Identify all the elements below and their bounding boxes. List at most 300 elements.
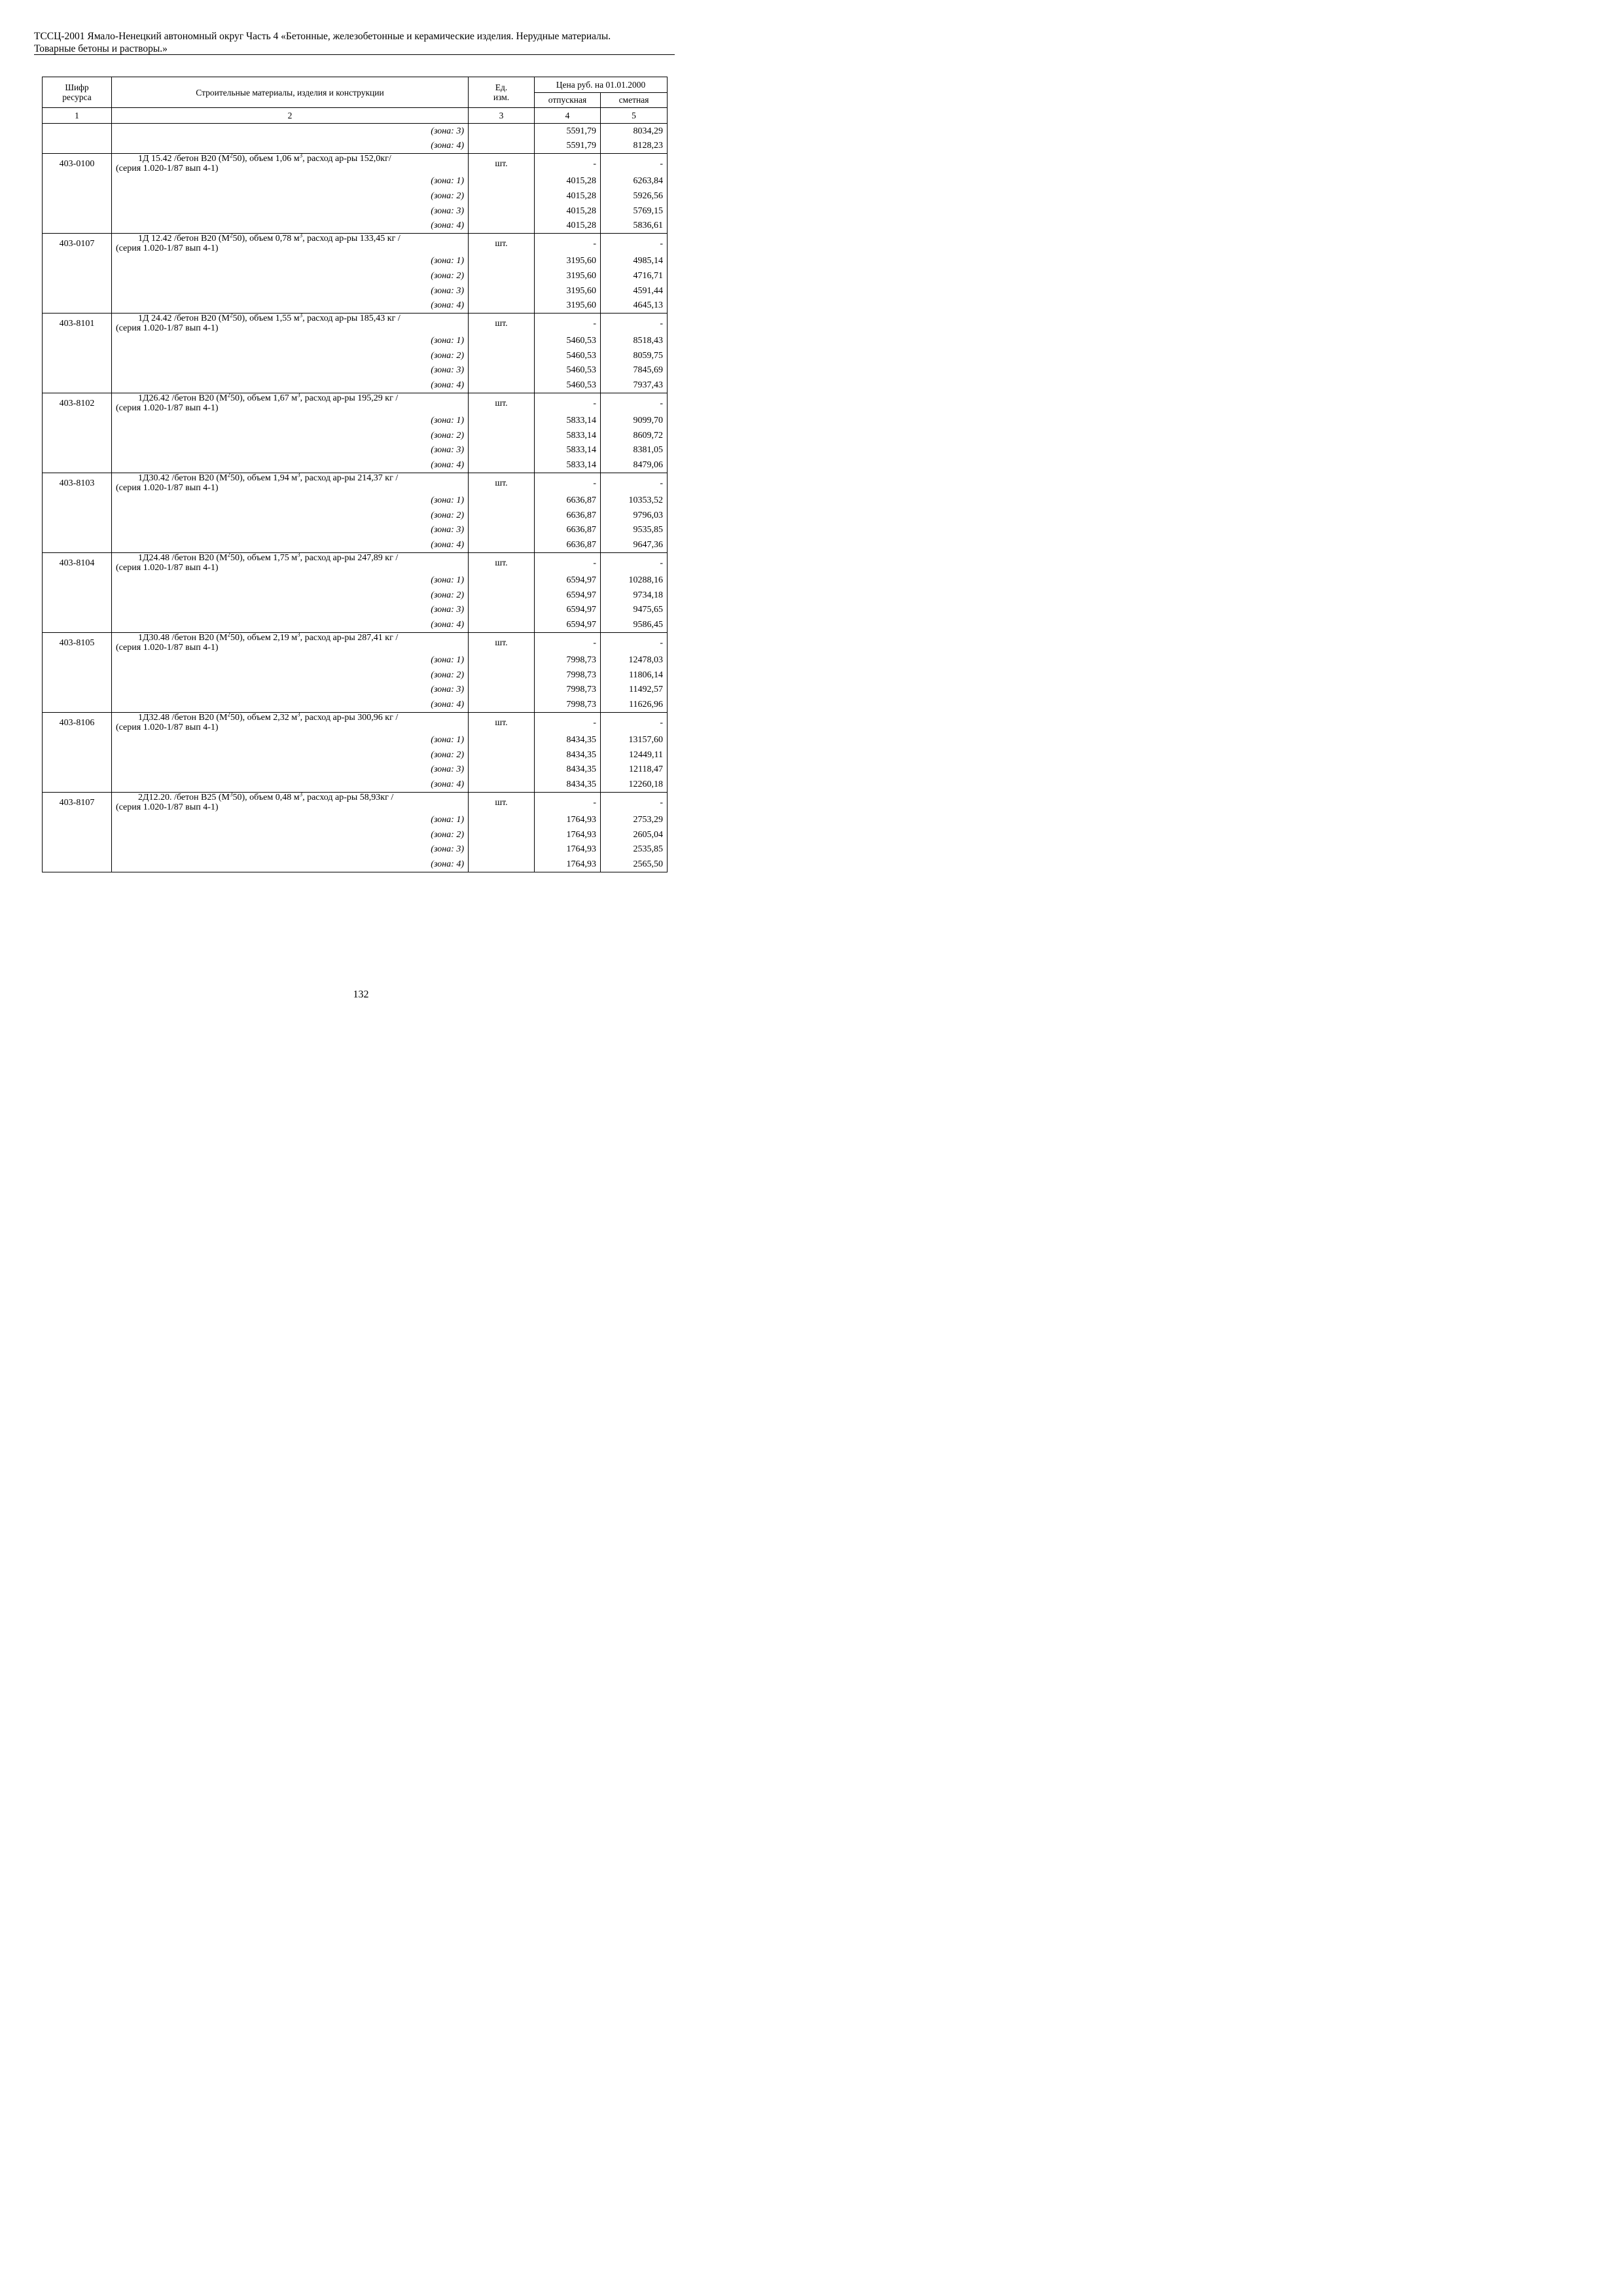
description-part: 2 xyxy=(229,312,233,319)
unit-cell xyxy=(469,413,535,428)
zone-row xyxy=(43,188,668,204)
zone-row xyxy=(43,123,668,138)
description-part: 3 xyxy=(299,232,303,239)
description-part: 1Д30.48 /бетон В20 (М xyxy=(138,633,228,643)
description-part: 50), объем 1,75 м xyxy=(230,553,298,564)
description-series: (серия 1.020-1/87 вып 4-1) xyxy=(116,164,219,174)
zone-row xyxy=(43,842,668,857)
estimate-price: 12449,11 xyxy=(601,747,668,762)
zone-label: (зона: 2) xyxy=(112,827,469,842)
column-number: 1 xyxy=(43,108,112,124)
unit-of-measure: шт. xyxy=(469,153,535,173)
zone-row xyxy=(43,523,668,538)
release-price: 7998,73 xyxy=(535,683,601,698)
description-series: (серия 1.020-1/87 вып 4-1) xyxy=(116,243,219,254)
unit-cell xyxy=(469,747,535,762)
unit-cell xyxy=(469,123,535,138)
description-part: 50), объем 1,94 м xyxy=(230,473,298,484)
zone-label: (зона: 2) xyxy=(112,508,469,523)
zone-label: (зона: 3) xyxy=(112,683,469,698)
zone-label: (зона: 4) xyxy=(112,457,469,473)
unit-of-measure: шт. xyxy=(469,632,535,653)
column-number: 3 xyxy=(469,108,535,124)
unit-of-measure: шт. xyxy=(469,313,535,333)
unit-cell xyxy=(469,537,535,552)
zone-label: (зона: 2) xyxy=(112,348,469,363)
zone-row xyxy=(43,827,668,842)
resource-code-cell xyxy=(43,777,112,792)
zone-row xyxy=(43,363,668,378)
resource-description xyxy=(112,313,469,333)
estimate-price: 8128,23 xyxy=(601,138,668,153)
zone-row xyxy=(43,617,668,632)
release-price: 6594,97 xyxy=(535,573,601,588)
unit-of-measure: шт. xyxy=(469,552,535,573)
resource-code-cell xyxy=(43,283,112,298)
description-part: 2 xyxy=(227,391,230,399)
description-part: 2 xyxy=(229,232,233,239)
unit-of-measure: шт. xyxy=(469,792,535,812)
resource-code-cell xyxy=(43,413,112,428)
resource-code-cell xyxy=(43,668,112,683)
zone-label: (зона: 4) xyxy=(112,697,469,712)
description-part: 3 xyxy=(297,711,300,718)
resource-code-cell xyxy=(43,363,112,378)
zone-label: (зона: 3) xyxy=(112,443,469,458)
release-price: 7998,73 xyxy=(535,653,601,668)
release-price: 3195,60 xyxy=(535,298,601,313)
unit-cell xyxy=(469,588,535,603)
resource-code-cell xyxy=(43,653,112,668)
description-part: , расход ар-ры 195,29 кг / xyxy=(300,393,399,404)
zone-row xyxy=(43,683,668,698)
description-part: , расход ар-ры 287,41 кг / xyxy=(300,633,399,643)
resource-code-cell xyxy=(43,188,112,204)
estimate-price: 4985,14 xyxy=(601,254,668,269)
zone-row xyxy=(43,218,668,233)
zone-label: (зона: 1) xyxy=(112,493,469,508)
zone-row xyxy=(43,334,668,349)
estimate-price: 2753,29 xyxy=(601,812,668,827)
estimate-price: 10288,16 xyxy=(601,573,668,588)
description-series: (серия 1.020-1/87 вып 4-1) xyxy=(116,802,219,813)
zone-label: (зона: 2) xyxy=(112,747,469,762)
release-price: 5833,14 xyxy=(535,413,601,428)
description-part: 2 xyxy=(229,152,233,159)
estimate-price: 9099,70 xyxy=(601,413,668,428)
estimate-price: 9535,85 xyxy=(601,523,668,538)
zone-row xyxy=(43,857,668,872)
unit-cell xyxy=(469,428,535,443)
unit-cell xyxy=(469,508,535,523)
resource-row xyxy=(43,313,668,333)
unit-cell xyxy=(469,378,535,393)
zone-label: (зона: 3) xyxy=(112,363,469,378)
resource-row xyxy=(43,153,668,173)
release-price: - xyxy=(535,233,601,253)
estimate-price: - xyxy=(601,712,668,732)
resource-code-cell xyxy=(43,842,112,857)
estimate-price: 4591,44 xyxy=(601,283,668,298)
description-part: 50), объем 0,78 м xyxy=(232,234,300,244)
release-price: 4015,28 xyxy=(535,204,601,219)
release-price: 5833,14 xyxy=(535,443,601,458)
resource-code-cell xyxy=(43,174,112,189)
zone-row xyxy=(43,268,668,283)
estimate-price: 8381,05 xyxy=(601,443,668,458)
estimate-price: 5769,15 xyxy=(601,204,668,219)
zone-row xyxy=(43,777,668,792)
zone-row xyxy=(43,457,668,473)
estimate-price: 12478,03 xyxy=(601,653,668,668)
zone-label: (зона: 1) xyxy=(112,573,469,588)
description-part: 2 xyxy=(227,471,230,478)
zone-label: (зона: 1) xyxy=(112,254,469,269)
estimate-price: 5836,61 xyxy=(601,218,668,233)
description-part: 50), объем 0,48 м xyxy=(232,793,300,803)
release-price: - xyxy=(535,473,601,493)
zone-label: (зона: 2) xyxy=(112,588,469,603)
description-part: , расход ар-ры 152,0кг/ xyxy=(302,154,391,164)
resource-row xyxy=(43,552,668,573)
estimate-price: 9586,45 xyxy=(601,617,668,632)
zone-row xyxy=(43,254,668,269)
resource-code-cell xyxy=(43,683,112,698)
unit-cell xyxy=(469,443,535,458)
unit-cell xyxy=(469,348,535,363)
release-price: - xyxy=(535,552,601,573)
unit-cell xyxy=(469,857,535,872)
unit-of-measure: шт. xyxy=(469,473,535,493)
zone-row xyxy=(43,493,668,508)
resource-row xyxy=(43,712,668,732)
description-part: 2 xyxy=(227,711,230,718)
description-part: 3 xyxy=(297,631,300,638)
resource-code-cell xyxy=(43,348,112,363)
unit-cell xyxy=(469,777,535,792)
unit-cell xyxy=(469,283,535,298)
estimate-price: - xyxy=(601,552,668,573)
header-unit: Ед. изм. xyxy=(469,77,535,108)
estimate-price: 9647,36 xyxy=(601,537,668,552)
estimate-price: - xyxy=(601,233,668,253)
release-price: 1764,93 xyxy=(535,812,601,827)
description-part: 50), объем 1,55 м xyxy=(232,314,300,324)
resource-row xyxy=(43,632,668,653)
description-part: , расход ар-ры 300,96 кг / xyxy=(300,713,399,723)
estimate-price: 9475,65 xyxy=(601,603,668,618)
release-price: 1764,93 xyxy=(535,842,601,857)
zone-label: (зона: 1) xyxy=(112,812,469,827)
unit-cell xyxy=(469,653,535,668)
unit-cell xyxy=(469,188,535,204)
zone-row xyxy=(43,653,668,668)
resource-description xyxy=(112,792,469,812)
table-header-row xyxy=(43,77,668,93)
resource-code-cell xyxy=(43,732,112,747)
description-part: 1Д30.42 /бетон В20 (М xyxy=(138,473,228,484)
resource-row xyxy=(43,792,668,812)
zone-row xyxy=(43,283,668,298)
resource-description xyxy=(112,552,469,573)
description-part: 1Д 15.42 /бетон В20 (М xyxy=(138,154,230,164)
description-part: 1Д 24.42 /бетон В20 (М xyxy=(138,314,230,324)
header-price: Цена руб. на 01.01.2000 xyxy=(535,77,668,93)
unit-cell xyxy=(469,138,535,153)
unit-cell xyxy=(469,254,535,269)
unit-cell xyxy=(469,204,535,219)
resource-code-cell xyxy=(43,428,112,443)
price-table xyxy=(42,77,668,872)
description-part: 50), объем 1,06 м xyxy=(232,154,300,164)
resource-row xyxy=(43,233,668,253)
description-part: 50), объем 2,19 м xyxy=(230,633,298,643)
release-price: - xyxy=(535,313,601,333)
description-series: (серия 1.020-1/87 вып 4-1) xyxy=(116,563,219,573)
resource-code-cell xyxy=(43,747,112,762)
estimate-price: - xyxy=(601,153,668,173)
resource-description xyxy=(112,473,469,493)
resource-code-cell xyxy=(43,457,112,473)
page-number: 132 xyxy=(353,989,369,1000)
release-price: - xyxy=(535,632,601,653)
release-price: 4015,28 xyxy=(535,188,601,204)
zone-label: (зона: 3) xyxy=(112,204,469,219)
zone-label: (зона: 4) xyxy=(112,298,469,313)
estimate-price: - xyxy=(601,393,668,413)
zone-row xyxy=(43,537,668,552)
resource-code-cell xyxy=(43,123,112,138)
release-price: 4015,28 xyxy=(535,218,601,233)
estimate-price: 11626,96 xyxy=(601,697,668,712)
resource-code-cell xyxy=(43,254,112,269)
description-part: 1Д24.48 /бетон В20 (М xyxy=(138,553,228,564)
release-price: 6594,97 xyxy=(535,588,601,603)
estimate-price: 7845,69 xyxy=(601,363,668,378)
release-price: - xyxy=(535,393,601,413)
release-price: 5591,79 xyxy=(535,138,601,153)
resource-code-cell xyxy=(43,493,112,508)
unit-of-measure: шт. xyxy=(469,233,535,253)
zone-label: (зона: 3) xyxy=(112,762,469,778)
estimate-price: 5926,56 xyxy=(601,188,668,204)
release-price: - xyxy=(535,792,601,812)
resource-code-cell xyxy=(43,537,112,552)
resource-code-cell xyxy=(43,617,112,632)
resource-code: 403-8104 xyxy=(43,552,112,573)
zone-row xyxy=(43,348,668,363)
release-price: 3195,60 xyxy=(535,268,601,283)
zone-row xyxy=(43,413,668,428)
estimate-price: - xyxy=(601,313,668,333)
zone-label: (зона: 4) xyxy=(112,857,469,872)
release-price: 5833,14 xyxy=(535,457,601,473)
zone-label: (зона: 1) xyxy=(112,334,469,349)
description-part: , расход ар-ры 58,93кг / xyxy=(302,793,394,803)
resource-row xyxy=(43,393,668,413)
release-price: 7998,73 xyxy=(535,697,601,712)
header-rule xyxy=(34,54,675,55)
zone-row xyxy=(43,762,668,778)
description-part: 3 xyxy=(299,791,303,798)
unit-cell xyxy=(469,762,535,778)
estimate-price: 2535,85 xyxy=(601,842,668,857)
description-series: (серия 1.020-1/87 вып 4-1) xyxy=(116,403,219,414)
resource-code: 403-8102 xyxy=(43,393,112,413)
unit-cell xyxy=(469,573,535,588)
release-price: 1764,93 xyxy=(535,857,601,872)
estimate-price: 6263,84 xyxy=(601,174,668,189)
column-number: 5 xyxy=(601,108,668,124)
release-price: 4015,28 xyxy=(535,174,601,189)
estimate-price: 12260,18 xyxy=(601,777,668,792)
zone-row xyxy=(43,443,668,458)
zone-label: (зона: 4) xyxy=(112,777,469,792)
zone-row xyxy=(43,588,668,603)
description-part: 2 xyxy=(227,551,230,558)
release-price: 3195,60 xyxy=(535,283,601,298)
unit-cell xyxy=(469,683,535,698)
description-part: 1Д32.48 /бетон В20 (М xyxy=(138,713,228,723)
header-line-2: Товарные бетоны и растворы.» xyxy=(34,43,168,54)
release-price: - xyxy=(535,153,601,173)
estimate-price: 8034,29 xyxy=(601,123,668,138)
resource-code-cell xyxy=(43,573,112,588)
description-part: 3 xyxy=(229,791,233,798)
resource-description xyxy=(112,233,469,253)
zone-label: (зона: 3) xyxy=(112,842,469,857)
resource-code-cell xyxy=(43,508,112,523)
unit-cell xyxy=(469,697,535,712)
description-part: 1Д 12.42 /бетон В20 (М xyxy=(138,234,230,244)
column-numbers-row xyxy=(43,108,668,124)
resource-code-cell xyxy=(43,268,112,283)
resource-code-cell xyxy=(43,138,112,153)
description-part: 2Д12.20. /бетон В25 (М xyxy=(138,793,230,803)
estimate-price: 12118,47 xyxy=(601,762,668,778)
release-price: 6636,87 xyxy=(535,537,601,552)
unit-cell xyxy=(469,812,535,827)
zone-label: (зона: 3) xyxy=(112,123,469,138)
resource-code-cell xyxy=(43,378,112,393)
unit-cell xyxy=(469,457,535,473)
release-price: 5460,53 xyxy=(535,363,601,378)
resource-code-cell xyxy=(43,762,112,778)
unit-cell xyxy=(469,617,535,632)
header-name: Строительные материалы, изделия и конструкции xyxy=(112,77,469,108)
description-part: 50), объем 2,32 м xyxy=(230,713,298,723)
header-line-1: ТССЦ-2001 Ямало-Ненецкий автономный округ Часть 4 «Бетонные, железобетонные и керамические изделия. Нерудные материалы. xyxy=(34,31,611,42)
zone-row xyxy=(43,174,668,189)
resource-code: 403-8103 xyxy=(43,473,112,493)
unit-cell xyxy=(469,668,535,683)
zone-label: (зона: 1) xyxy=(112,653,469,668)
zone-row xyxy=(43,747,668,762)
estimate-price: 9796,03 xyxy=(601,508,668,523)
unit-cell xyxy=(469,268,535,283)
description-series: (серия 1.020-1/87 вып 4-1) xyxy=(116,643,219,653)
zone-label: (зона: 3) xyxy=(112,283,469,298)
description-part: 1Д26.42 /бетон В20 (М xyxy=(138,393,228,404)
zone-row xyxy=(43,812,668,827)
release-price: 5833,14 xyxy=(535,428,601,443)
resource-code: 403-8105 xyxy=(43,632,112,653)
resource-code-cell xyxy=(43,298,112,313)
unit-of-measure: шт. xyxy=(469,712,535,732)
description-series: (серия 1.020-1/87 вып 4-1) xyxy=(116,483,219,493)
release-price: 5460,53 xyxy=(535,348,601,363)
release-price: 8434,35 xyxy=(535,747,601,762)
zone-label: (зона: 1) xyxy=(112,174,469,189)
estimate-price: 4716,71 xyxy=(601,268,668,283)
release-price: 8434,35 xyxy=(535,777,601,792)
unit-cell xyxy=(469,603,535,618)
resource-code: 403-8101 xyxy=(43,313,112,333)
resource-code: 403-8106 xyxy=(43,712,112,732)
description-series: (серия 1.020-1/87 вып 4-1) xyxy=(116,323,219,334)
estimate-price: 8609,72 xyxy=(601,428,668,443)
zone-label: (зона: 4) xyxy=(112,138,469,153)
zone-label: (зона: 4) xyxy=(112,537,469,552)
release-price: 8434,35 xyxy=(535,732,601,747)
description-part: 50), объем 1,67 м xyxy=(230,393,298,404)
zone-label: (зона: 2) xyxy=(112,428,469,443)
unit-cell xyxy=(469,523,535,538)
header-release-price: отпускная xyxy=(535,92,601,108)
release-price: 5460,53 xyxy=(535,378,601,393)
zone-row xyxy=(43,378,668,393)
release-price: - xyxy=(535,712,601,732)
estimate-price: 13157,60 xyxy=(601,732,668,747)
zone-row xyxy=(43,508,668,523)
description-part: , расход ар-ры 214,37 кг / xyxy=(300,473,399,484)
description-part: 3 xyxy=(297,551,300,558)
resource-code-cell xyxy=(43,827,112,842)
zone-label: (зона: 1) xyxy=(112,732,469,747)
description-part: 3 xyxy=(299,312,303,319)
zone-row xyxy=(43,428,668,443)
resource-description xyxy=(112,712,469,732)
resource-description xyxy=(112,632,469,653)
estimate-price: 8059,75 xyxy=(601,348,668,363)
estimate-price: 4645,13 xyxy=(601,298,668,313)
estimate-price: - xyxy=(601,473,668,493)
zone-row xyxy=(43,298,668,313)
zone-row xyxy=(43,697,668,712)
estimate-price: 8518,43 xyxy=(601,334,668,349)
resource-description xyxy=(112,393,469,413)
zone-row xyxy=(43,138,668,153)
release-price: 1764,93 xyxy=(535,827,601,842)
estimate-price: 2605,04 xyxy=(601,827,668,842)
resource-code-cell xyxy=(43,588,112,603)
zone-label: (зона: 2) xyxy=(112,268,469,283)
unit-cell xyxy=(469,218,535,233)
release-price: 8434,35 xyxy=(535,762,601,778)
resource-code-cell xyxy=(43,204,112,219)
zone-row xyxy=(43,668,668,683)
zone-row xyxy=(43,732,668,747)
release-price: 5591,79 xyxy=(535,123,601,138)
description-part: , расход ар-ры 133,45 кг / xyxy=(302,234,401,244)
resource-code-cell xyxy=(43,523,112,538)
resource-code-cell xyxy=(43,812,112,827)
zone-label: (зона: 2) xyxy=(112,188,469,204)
column-number: 2 xyxy=(112,108,469,124)
zone-label: (зона: 3) xyxy=(112,523,469,538)
resource-code-cell xyxy=(43,697,112,712)
unit-cell xyxy=(469,827,535,842)
